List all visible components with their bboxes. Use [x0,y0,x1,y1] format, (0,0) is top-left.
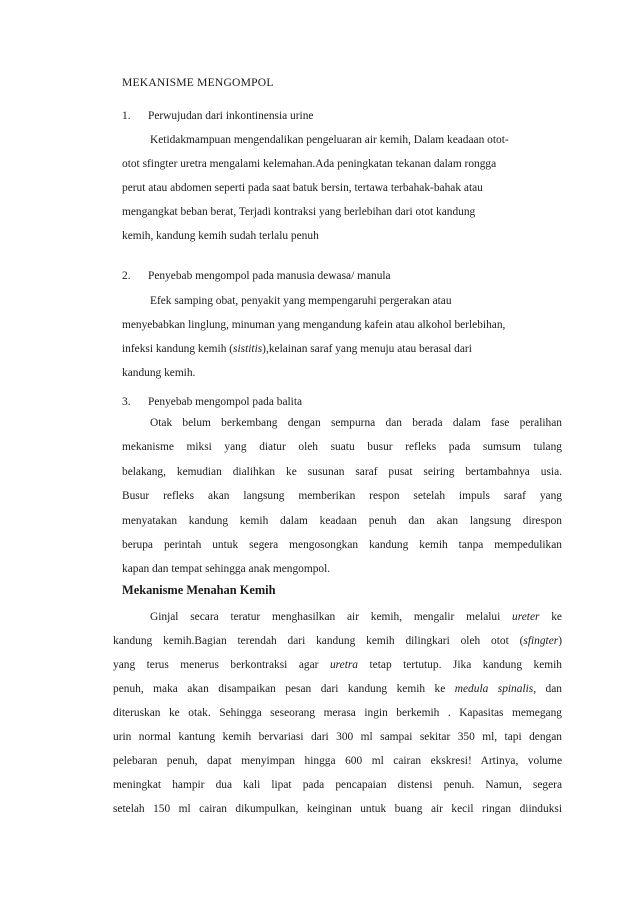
section-4-line: pelebaran penuh, dapat menyimpan hingga 600 ml cairan ekskresi! Artinya, volume [113,755,562,767]
section-2-number: 2. [122,270,131,282]
section-1-heading [122,109,313,123]
section-4-line [113,682,562,696]
section-3-line: belakang, kemudian dialihkan ke susunan saraf pusat seiring bertambahnya usia. [122,466,562,478]
section-1-line: kemih, kandung kemih sudah terlalu penuh [122,230,319,242]
section-1-heading-text: Perwujudan dari inkontinensia urine [148,110,314,122]
section-4-line: meningkat hampir dua kali lipat pada pencapaian distensi penuh. Namun, segera [113,779,562,791]
section-4-line4-post: , dan [533,683,562,695]
section-3-line: mekanisme miksi yang diatur oleh suatu busur refleks pada sumsum tulang [122,441,562,453]
section-4-line1-italic: ureter [512,611,540,623]
section-3-line: menyatakan kandung kemih dalam keadaan penuh dan akan langsung direspon [122,515,562,527]
section-1-line: Ketidakmampuan mengendalikan pengeluaran air kemih, Dalam keadaan otot- [150,134,509,146]
section-4-line2-pre: kandung kemih.Bagian terendah dari kandung kemih dilingkari oleh otot ( [113,635,524,647]
section-4-line [150,610,562,624]
section-4-line4-pre: penuh, maka akan disampaikan pesan dari kandung kemih ke [113,683,455,695]
section-1-number: 1. [122,110,131,122]
section-4-line [113,658,562,672]
section-4-line [113,634,562,648]
section-2-line3-post: ),kelainan saraf yang menuju atau berasal dari [262,343,472,355]
section-4-heading: Mekanisme Menahan Kemih [122,583,276,597]
section-4-line4-italic: medula spinalis [454,683,534,695]
section-4-line: diteruskan ke otak. Sehingga seseorang merasa ingin berkemih . Kapasitas memegang [113,707,562,719]
section-3-heading [122,395,302,409]
section-2-line3-pre: infeksi kandung kemih ( [122,343,234,355]
section-3-line: Busur refleks akan langsung memberikan respon setelah impuls saraf yang [122,490,562,502]
section-2-line [122,342,562,356]
section-2-heading [122,269,391,283]
section-4-line3-pre: yang terus menerus berkontraksi agar [113,659,330,671]
section-2-line: kandung kemih. [122,367,196,379]
section-4-line1-post: ke [539,611,562,623]
section-4-line: urin normal kantung kemih bervariasi dari 300 ml sampai sekitar 350 ml, tapi dengan [113,731,562,743]
section-3-line: Otak belum berkembang dengan sempurna dan berada dalam fase peralihan [150,417,562,429]
section-3-heading-text: Penyebab mengompol pada balita [148,396,303,408]
section-3-line: kapan dan tempat sehingga anak mengompol. [122,563,331,575]
section-2-line: menyebabkan linglung, minuman yang mengandung kafein atau alkohol berlebihan, [122,319,506,331]
section-4-line3-italic: uretra [329,659,358,671]
section-2-heading-text: Penyebab mengompol pada manusia dewasa/ manula [148,270,391,282]
document-title: MEKANISME MENGOMPOL [122,76,274,89]
section-4-line2-post: ) [558,635,562,647]
section-4-line3-post: tetap tertutup. Jika kandung kemih [358,659,562,671]
section-2-line: Efek samping obat, penyakit yang mempengaruhi pergerakan atau [150,295,452,307]
section-1-line: mengangkat beban berat, Terjadi kontraksi yang berlebihan dari otot kandung [122,206,476,218]
section-4-line2-italic: sfingter [523,635,559,647]
section-1-line: otot sfingter uretra mengalami kelemahan.Ada peningkatan tekanan dalam rongga [122,158,497,170]
section-1-line: perut atau abdomen seperti pada saat batuk bersin, tertawa terbahak-bahak atau [122,182,483,194]
section-4-line1-pre: Ginjal secara teratur menghasilkan air kemih, mengalir melalui [150,611,513,623]
section-3-number: 3. [122,396,131,408]
section-3-line: berupa perintah untuk segera mengosongkan kandung kemih tanpa mempedulikan [122,539,562,551]
section-4-line: setelah 150 ml cairan dikumpulkan, keinginan untuk buang air kecil ringan diinduksi [113,803,562,815]
section-2-line3-italic: sistitis [233,343,263,355]
